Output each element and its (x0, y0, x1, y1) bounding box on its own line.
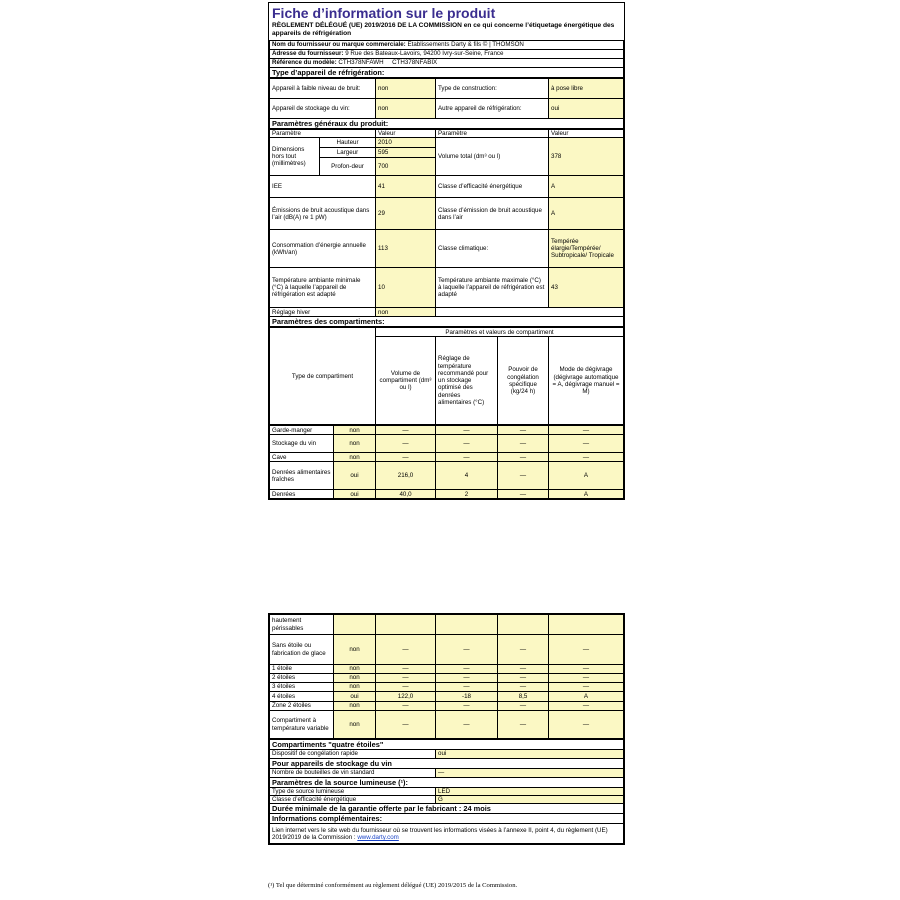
compartment-name-cell: Sans étoile ou fabrication de glace (270, 635, 334, 665)
compartment-name-cell: Zone 2 étoiles (270, 702, 334, 711)
compartment-volume-cell: 40,0 (376, 490, 436, 499)
extra-sections-table: Compartiments "quatre étoiles" Dispositif de congélation rapide oui Pour appareils de stockage du vin Nombre de bouteilles de vin standard — Paramètres de la source lumineuse (¹): Type de source lumineuse LED Classe d’efficacité énergétique G Durée minimale de la garantie offerte par le fabricant : 24 mois Informations complémentaires: Lien internet vers le site web du fournisseur où se trouvent les informations visées à l’annexe II, point 4, du règlement (UE) 2019/2019 de la Commission : www.darty.com (269, 739, 624, 844)
compartment-volume-cell: 216,0 (376, 462, 436, 490)
compartment-present-cell: non (334, 435, 376, 453)
compartment-defrost-cell: — (549, 426, 624, 435)
compartment-freeze-cell: 8,5 (498, 692, 549, 702)
compartment-volume-cell: — (376, 453, 436, 462)
compartment-present-cell: non (334, 665, 376, 674)
warranty-row: Durée minimale de la garantie offerte par le fabricant : 24 mois (270, 804, 624, 814)
info-text: Lien internet vers le site web du fournisseur où se trouvent les informations visées à l’annexe II, point 4, du règlement (UE) 2019/2019 de la Commission : www.darty.com (270, 824, 624, 844)
supplier-row: Nom du fournisseur ou marque commerciale: Etablissements Darty & fils © | THOMSON (270, 41, 624, 50)
compartments-table-1: Type de compartiment Paramètres et valeurs de compartiment Volume de compartiment (dm³ ou l) Réglage de température recommandé pour un stockage optimisé des denrées alimentaires (°C) Pouvoir de congélation spécifique (kg/24 h) Mode de dégivrage (dégivrage automatique = A, dégivrage manuel = M) (269, 327, 624, 425)
compartment-present-cell: non (334, 453, 376, 462)
compartment-row (270, 711, 624, 739)
compartment-defrost-cell: — (549, 711, 624, 739)
compartments-heading: Paramètres des compartiments: (270, 317, 624, 327)
compartment-volume-cell: — (376, 702, 436, 711)
compartment-volume-cell: — (376, 635, 436, 665)
compartment-volume-cell: — (376, 435, 436, 453)
compartment-temp-cell: — (436, 453, 498, 462)
compartment-defrost-cell: — (549, 453, 624, 462)
compartment-freeze-cell: — (498, 711, 549, 739)
compartment-freeze-cell: — (498, 674, 549, 683)
compartment-freeze-cell: — (498, 490, 549, 499)
compartment-present-cell: non (334, 674, 376, 683)
compartment-volume-cell: — (376, 674, 436, 683)
light-heading: Paramètres de la source lumineuse (¹): (270, 778, 624, 788)
compartment-temp-cell: — (436, 702, 498, 711)
general-params-table: Paramètre Valeur Paramètre Valeur Dimensions hors tout (millimètres) Hauteur 2010 Volume total (dm³ ou l) 378 Largeur 595 Profon-deur 700 IEE 41 Classe d’efficacité énergétique A Émissions de bruit acoustique dans l’air (dB(A) re 1 pW) 29 Classe d’émission de bruit acoustique dans l’air A Consommation d’énergie annuelle (kWh/an) 113 Classe climatique: Tempérée élargie/Tempérée/ Subtropicale/ Tropicale Température ambiante minimale (°C) à laquelle l’appareil de réfrigération est adapté 10 Température ambiante maximale (°C) à laquelle l’appareil de réfrigération est adapté 43 Réglage hiver non Paramètres des compartiments: (269, 129, 624, 327)
compartment-temp-cell: 2 (436, 490, 498, 499)
compartment-present-cell: oui (334, 692, 376, 702)
type-table: Appareil à faible niveau de bruit: non Type de construction: à pose libre Appareil de stockage du vin: non Autre appareil de réfrigération: oui Paramètres généraux du produit: (269, 78, 624, 129)
compartment-defrost-cell: — (549, 674, 624, 683)
compartment-freeze-cell: — (498, 635, 549, 665)
compartment-volume-cell: — (376, 683, 436, 692)
compartment-freeze-cell: — (498, 683, 549, 692)
compartment-name-cell: 2 étoiles (270, 674, 334, 683)
compartment-temp-cell: — (436, 665, 498, 674)
compartment-row (270, 462, 624, 490)
compartment-present-cell: oui (334, 462, 376, 490)
compartment-row (270, 453, 624, 462)
type-heading: Type d’appareil de réfrigération: (270, 68, 624, 78)
compartment-freeze-cell: — (498, 426, 549, 435)
compartment-defrost-cell: — (549, 635, 624, 665)
compartment-temp-cell: 4 (436, 462, 498, 490)
continued-label: hautement périssables (270, 615, 334, 635)
four-star-heading: Compartiments "quatre étoiles" (270, 740, 624, 750)
compartment-temp-cell: -18 (436, 692, 498, 702)
product-sheet-page-1 (268, 2, 625, 500)
compartment-volume-cell: — (376, 665, 436, 674)
compartment-defrost-cell: — (549, 665, 624, 674)
compartment-row (270, 683, 624, 692)
footnote: (¹) Tel que déterminé conformément au règlement délégué (UE) 2019/2015 de la Commission. (268, 882, 518, 889)
general-heading: Paramètres généraux du produit: (270, 119, 624, 129)
compartment-present-cell: non (334, 635, 376, 665)
compartment-present-cell: non (334, 683, 376, 692)
compartment-freeze-cell: — (498, 462, 549, 490)
compartment-row (270, 490, 624, 499)
wine-heading: Pour appareils de stockage du vin (270, 759, 624, 769)
compartment-row (270, 426, 624, 435)
info-heading: Informations complémentaires: (270, 814, 624, 824)
compartment-name-cell: Garde-manger (270, 426, 334, 435)
compartment-defrost-cell: A (549, 692, 624, 702)
compartment-temp-cell: — (436, 711, 498, 739)
compartment-row (270, 702, 624, 711)
compartment-freeze-cell: — (498, 453, 549, 462)
address-row: Adresse du fournisseur: 9 Rue des Bateaux-Lavoirs, 94200 Ivry-sur-Seine, France (270, 50, 624, 59)
compartment-name-cell: 3 étoiles (270, 683, 334, 692)
compartment-row (270, 692, 624, 702)
compartment-defrost-cell: — (549, 435, 624, 453)
supplier-table (269, 40, 624, 78)
compartment-name-cell: Denrées (270, 490, 334, 499)
compartment-freeze-cell: — (498, 702, 549, 711)
product-sheet-page-2 (268, 613, 625, 845)
compartment-name-cell: 4 étoiles (270, 692, 334, 702)
compartment-freeze-cell: — (498, 665, 549, 674)
compartment-name-cell: 1 étoile (270, 665, 334, 674)
darty-link[interactable]: www.darty.com (357, 833, 399, 841)
compartments-rows-2 (269, 614, 624, 739)
compartment-present-cell: non (334, 702, 376, 711)
compartment-volume-cell: — (376, 711, 436, 739)
compartment-present-cell: oui (334, 490, 376, 499)
compartments-rows-1 (269, 425, 624, 499)
compartment-row (270, 635, 624, 665)
compartment-row (270, 435, 624, 453)
compartment-name-cell: Cave (270, 453, 334, 462)
compartment-row (270, 674, 624, 683)
compartment-temp-cell: — (436, 683, 498, 692)
compartment-volume-cell: — (376, 426, 436, 435)
regulation-text: RÈGLEMENT DÉLÉGUÉ (UE) 2019/2016 DE LA COMMISSION en ce qui concerne l’étiquetage énergétique des appareils de réfrigération (272, 22, 615, 37)
sheet-title: Fiche d’information sur le produit (272, 5, 496, 21)
compartment-name-cell: Compartiment à température variable (270, 711, 334, 739)
compartment-present-cell: non (334, 426, 376, 435)
model-row: Référence du modèle: CTH378NFAWH CTH378NFABIX (270, 59, 624, 68)
compartment-volume-cell: 122,0 (376, 692, 436, 702)
compartment-present-cell: non (334, 711, 376, 739)
compartment-defrost-cell: A (549, 490, 624, 499)
compartment-name-cell: Stockage du vin (270, 435, 334, 453)
compartment-temp-cell: — (436, 674, 498, 683)
compartment-freeze-cell: — (498, 435, 549, 453)
compartment-temp-cell: — (436, 635, 498, 665)
compartment-temp-cell: — (436, 426, 498, 435)
compartment-name-cell: Denrées alimentaires fraîches (270, 462, 334, 490)
compartment-defrost-cell: — (549, 683, 624, 692)
compartment-defrost-cell: — (549, 702, 624, 711)
compartment-defrost-cell: A (549, 462, 624, 490)
compartment-temp-cell: — (436, 435, 498, 453)
compartment-row (270, 665, 624, 674)
